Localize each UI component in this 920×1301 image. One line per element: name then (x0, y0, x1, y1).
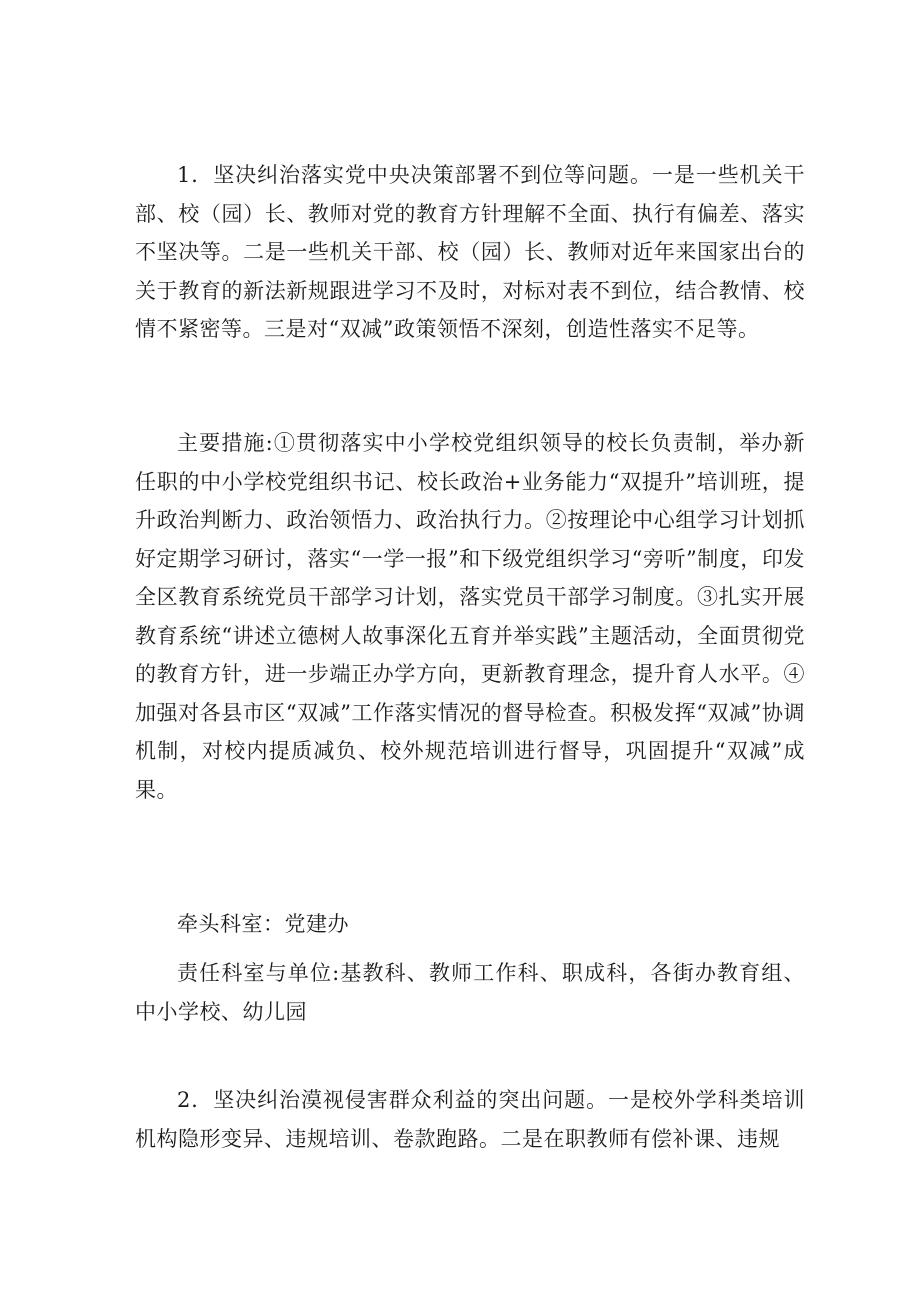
paragraph-issue-1: 1．坚决纠治落实党中央决策部署不到位等问题。一是一些机关干部、校（园）长、教师对党的教育方针理解不全面、执行有偏差、落实不坚决等。二是一些机关干部、校（园）长、教师对近年来国家出台的关于教育的新法新规跟进学习不及时，对标对表不到位，结合教情、校情不紧密等。三是对“双减”政策领悟不深刻，创造性落实不足等。 (135, 163, 805, 341)
paragraph-main-measures: 主要措施:①贯彻落实中小学校党组织领导的校长负责制，举办新任职的中小学校党组织书记、校长政治+业务能力“双提升”培训班，提升政治判断力、政治领悟力、政治执行力。②按理论中心组学习计划抓好定期学习研讨，落实“一学一报”和下级党组织学习“旁听”制度，印发全区教育系统党员干部学习计划，落实党员干部学习制度。③扎实开展教育系统“讲述立德树人故事深化五育并举实践”主题活动，全面贯彻党的教育方针，进一步端正办学方向，更新教育理念，提升育人水平。④加强对各县市区“双减”工作落实情况的督导检查。积极发挥“双减”协调机制，对校内提质减负、校外规范培训进行督导，巩固提升“双减”成果。 (135, 431, 805, 802)
paragraph-issue-2: 2．坚决纠治漠视侵害群众利益的突出问题。一是校外学科类培训机构隐形变异、违规培训、卷款跑路。二是在职教师有偿补课、违规 (135, 1088, 805, 1151)
paragraph-lead-department: 牵头科室：党建办 (177, 912, 349, 936)
paragraph-responsible-units: 责任科室与单位:基教科、教师工作科、职成科，各街办教育组、中小学校、幼儿园 (135, 961, 805, 1024)
